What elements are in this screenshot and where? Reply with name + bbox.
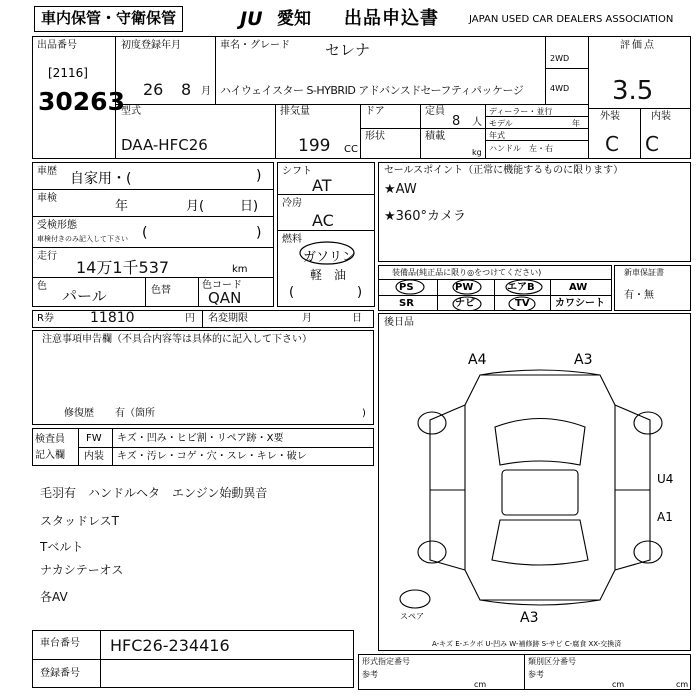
load-label: 積載 [425, 131, 445, 142]
drive-4wd: 4WD [550, 84, 570, 93]
cm-unit-1: cm [474, 680, 487, 689]
inspector-label-1: 検査員 [35, 434, 65, 445]
score-label: 評価点 [620, 40, 656, 51]
displacement-value: 199 [298, 136, 331, 156]
spare-label: スペア [400, 612, 424, 621]
equip-aw: AW [569, 282, 588, 293]
displacement-unit: CC [344, 144, 358, 155]
type-value: DAA-HFC26 [121, 136, 208, 154]
vehicle-grade: ハイウェイスター S-HYBRID アドバンスドセーフティパッケージ [220, 84, 524, 97]
ac-label: 冷房 [282, 198, 302, 209]
acceptance-open: ( [142, 225, 148, 241]
acceptance-label: 受検形態 [37, 220, 77, 231]
car-damage-diagram [410, 365, 670, 615]
sales-point-2: ★360°カメラ [384, 209, 466, 224]
mileage-value: 14万1千537 [76, 258, 170, 277]
interior-value: C [645, 132, 659, 156]
chassis-label: 車台番号 [40, 638, 80, 649]
equip-airbag: エアB [507, 282, 535, 293]
inspector-label-2: 記入欄 [35, 450, 65, 461]
model-year-unit: 年 [572, 119, 580, 128]
org-english: JAPAN USED CAR DEALERS ASSOCIATION [469, 14, 674, 25]
score-value: 3.5 [612, 76, 654, 106]
diagram-label-a4: A4 [468, 352, 487, 368]
reg-month: 8 [181, 80, 192, 99]
diagram-label-a3-top: A3 [574, 352, 593, 368]
equip-ps: PS [399, 282, 414, 293]
recycle-unit: 円 [185, 313, 195, 324]
shift-label: シフト [282, 166, 312, 177]
drive-2wd: 2WD [550, 54, 570, 63]
inspection-month-unit: 月( [186, 199, 205, 214]
color-code-label: 色コード [202, 280, 242, 291]
color-code: QAN [208, 289, 242, 307]
chassis-value: HFC26-234416 [110, 636, 230, 655]
handle-label: ハンドル 左・右 [489, 144, 553, 153]
color-label: 色 [37, 281, 47, 292]
displacement-label: 排気量 [280, 106, 310, 117]
sales-point-1: ★AW [384, 182, 417, 197]
type-ref-label: 参考 [362, 670, 378, 679]
rear-item-label: 後日品 [384, 317, 414, 328]
equipment-label: 装備品(純正品に限り◎をつけてください) [392, 268, 542, 277]
reg-year: 26 [143, 80, 164, 99]
note-line-4: ナカシテーオス [40, 563, 124, 577]
type-designation-label: 形式指定番号 [362, 657, 410, 666]
fuel-label: 燃料 [282, 234, 302, 245]
spare-tire-icon [398, 588, 432, 610]
interior-label: 内装 [651, 111, 671, 122]
diagram-label-u4: U4 [657, 472, 674, 486]
capacity-label: 定員 [425, 106, 445, 117]
interior-tag: 内装 [84, 451, 104, 462]
capacity-unit: 人 [472, 117, 482, 128]
warranty-value: 有・無 [624, 290, 654, 301]
history-close: ) [256, 168, 262, 184]
ac-value: AC [312, 211, 334, 230]
sales-points-label: セールスポイント（正常に機能するものに限ります） [384, 165, 624, 176]
vehicle-name: セレナ [325, 41, 371, 59]
lot-number: 30263 [38, 87, 125, 116]
equip-pw: PW [455, 282, 474, 293]
shape-label: 形状 [365, 131, 385, 142]
cm-unit-3: cm [676, 680, 689, 689]
reg-number-label: 登録番号 [40, 668, 80, 679]
capacity-value: 8 [452, 114, 461, 129]
recycle-row [32, 310, 374, 328]
equip-sr: SR [399, 298, 414, 309]
exterior-label: 外装 [600, 111, 620, 122]
fuel-open: ( [289, 285, 295, 300]
intro-label: 年式 [489, 131, 505, 140]
warranty-label: 新車保証書 [624, 268, 664, 277]
exterior-value: C [605, 132, 619, 156]
mileage-label: 走行 [37, 251, 57, 262]
note-line-3: Tベルト [40, 540, 84, 554]
fuel-diesel: 軽 油 [310, 268, 347, 282]
name-label: 車名・グレード [220, 40, 290, 51]
repair-label: 修復歴 [64, 408, 94, 419]
acceptance-close: ) [256, 225, 262, 241]
mileage-unit: km [232, 264, 248, 275]
note-line-5: 各AV [40, 590, 68, 604]
repair-close: ) [362, 408, 366, 419]
note-line-2: スタッドレスT [40, 514, 119, 528]
storage-badge: 車内保管・守衛保管 [34, 6, 183, 32]
repair-value: 有（箇所 [115, 408, 155, 419]
first-reg-label: 初度登録年月 [121, 40, 181, 51]
fuel-gasoline: ガソリン [303, 250, 356, 265]
diagram-label-a1: A1 [657, 510, 673, 524]
inspection-label: 車検 [37, 193, 57, 204]
deadline-label: 名変期限 [208, 313, 248, 324]
lot-code: [2116] [48, 66, 88, 80]
diagram-label-a3-bottom: A3 [520, 610, 539, 626]
inspection-year-unit: 年 [115, 199, 129, 214]
damage-legend: A-キズ E-エクボ U-凹み W-補修跡 S-サビ C-腐食 XX-交換済 [432, 640, 622, 648]
equip-leather: カワシート [555, 298, 605, 309]
org-name: 愛知 [277, 9, 311, 29]
reg-month-unit: 月 [201, 86, 211, 97]
history-label: 車歴 [37, 166, 57, 177]
ju-logo: JU [240, 8, 263, 30]
color-value: パール [62, 287, 107, 305]
deadline-day: 日 [352, 313, 362, 324]
acceptance-note: 車検付きのみ記入して下さい [37, 235, 128, 243]
fuel-close: ) [357, 285, 363, 300]
equipment-circle-marks [378, 279, 612, 311]
deadline-month: 月 [302, 313, 312, 324]
type-ref-label-2: 参考 [528, 670, 544, 679]
form-title: 出品申込書 [344, 8, 439, 29]
fw-items: キズ・凹み・ヒビ割・リペア跡・X要 [117, 433, 284, 444]
note-line-1: 毛羽有 ハンドルヘタ エンジン始動異音 [40, 486, 268, 500]
history-value: 自家用・( [70, 171, 132, 187]
recycle-label: R券 [37, 313, 54, 324]
fw-tag: FW [86, 433, 102, 444]
shift-value: AT [312, 176, 332, 195]
gasoline-circle-mark [297, 240, 357, 266]
equip-navi: ナビ [455, 298, 475, 309]
caution-label: 注意事項申告欄（不具合内容等は具体的に記入して下さい） [42, 334, 312, 345]
cm-unit-2: cm [612, 680, 625, 689]
lot-label: 出品番号 [37, 40, 77, 51]
model-label: モデル [489, 119, 513, 128]
equip-tv: TV [515, 298, 530, 309]
type-label: 型式 [121, 106, 141, 117]
interior-items: キズ・汚レ・コゲ・穴・スレ・キレ・破レ [117, 451, 307, 462]
inspection-day-unit: 日) [240, 199, 259, 214]
color-change-label: 色替 [151, 285, 171, 296]
type-class-label: 類別区分番号 [528, 657, 576, 666]
dealer-label: ディーラー・並行 [489, 107, 553, 116]
door-label: ドア [365, 106, 385, 117]
load-unit: kg [472, 148, 482, 157]
recycle-value: 11810 [90, 310, 135, 326]
